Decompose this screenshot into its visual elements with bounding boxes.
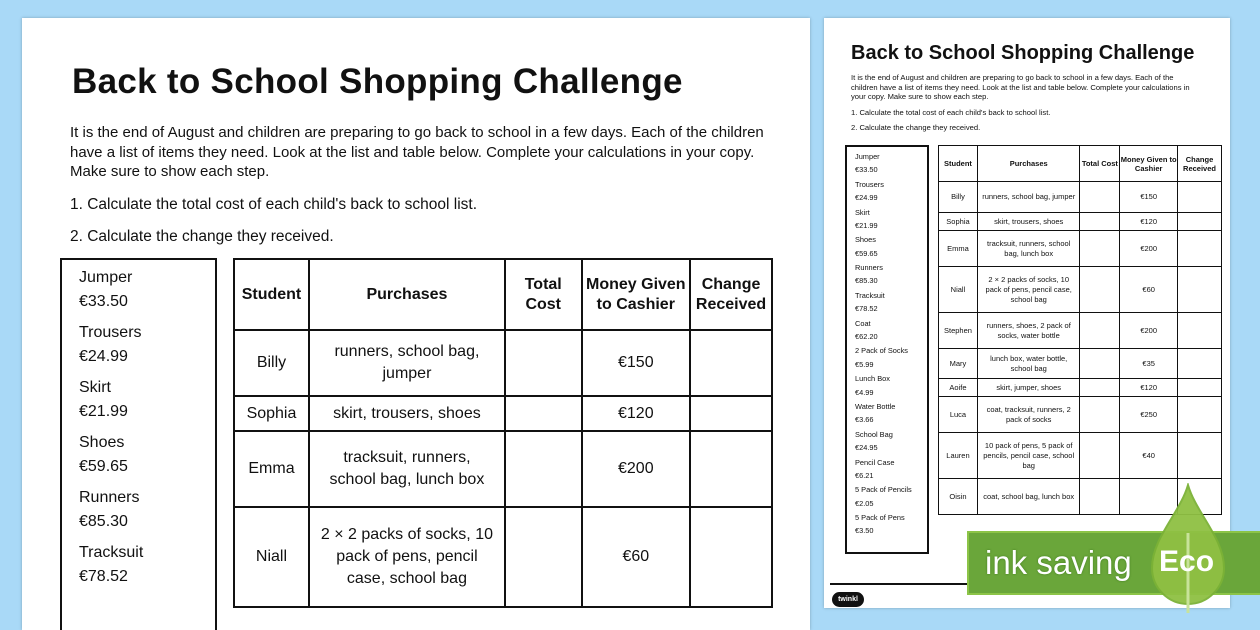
price-list-item — [855, 178, 927, 205]
cell-purchases: 10 pack of pens, 5 pack of pencils, pencil case, school bag — [977, 433, 1080, 479]
cell-purchases: coat, tracksuit, runners, 2 pack of socks — [977, 397, 1080, 433]
cell-student: Emma — [234, 431, 309, 507]
cell-purchases: skirt, trousers, shoes — [309, 396, 505, 431]
cell-change — [690, 396, 772, 431]
item-name: 5 Pack of Pencils — [855, 485, 912, 495]
cell-change — [690, 330, 772, 396]
item-price: €24.99 — [855, 193, 878, 203]
cell-change — [1178, 349, 1222, 379]
cell-purchases: 2 × 2 packs of socks, 10 pack of pens, pencil case, school bag — [977, 267, 1080, 313]
item-name: Skirt — [855, 207, 870, 217]
question-1: 1. Calculate the total cost of each child's back to school list. — [851, 107, 1051, 117]
cell-money: €200 — [1120, 231, 1178, 267]
cell-money: €250 — [1120, 397, 1178, 433]
cell-student: Aoife — [939, 379, 978, 397]
cell-total — [1080, 479, 1120, 515]
cell-purchases: lunch box, water bottle, school bag — [977, 349, 1080, 379]
cell-money: €60 — [1120, 267, 1178, 313]
item-name: Jumper — [79, 269, 133, 286]
table-row — [939, 379, 1222, 397]
cell-change — [1178, 182, 1222, 213]
cell-student: Emma — [939, 231, 978, 267]
item-price: €78.52 — [79, 568, 128, 585]
item-price: €78.52 — [855, 304, 878, 314]
column-header: Purchases — [977, 146, 1080, 182]
table-row — [939, 231, 1222, 267]
shopping-table — [938, 145, 1222, 515]
shopping-table — [233, 258, 773, 608]
price-list-item — [79, 431, 215, 479]
item-price: €6.21 — [855, 470, 874, 480]
cell-total — [505, 431, 582, 507]
cell-purchases: tracksuit, runners, school bag, lunch box — [309, 431, 505, 507]
cell-student: Billy — [234, 330, 309, 396]
item-price: €85.30 — [855, 276, 878, 286]
cell-money: €40 — [1120, 433, 1178, 479]
cell-total — [1080, 182, 1120, 213]
cell-total — [1080, 267, 1120, 313]
price-list-item — [79, 376, 215, 424]
item-name: Trousers — [79, 324, 142, 341]
cell-purchases: coat, school bag, lunch box — [977, 479, 1080, 515]
cell-total — [1080, 349, 1120, 379]
cell-change — [1178, 313, 1222, 349]
item-price: €24.95 — [855, 443, 878, 453]
question-2: 2. Calculate the change they received. — [70, 227, 334, 245]
cell-money: €120 — [1120, 379, 1178, 397]
item-price: €24.99 — [79, 348, 128, 365]
item-name: School Bag — [855, 429, 893, 439]
table-row — [939, 349, 1222, 379]
cell-change — [1178, 267, 1222, 313]
cell-total — [1080, 433, 1120, 479]
cell-student: Mary — [939, 349, 978, 379]
cell-purchases: runners, school bag, jumper — [977, 182, 1080, 213]
price-list-item — [79, 486, 215, 534]
intro-text: It is the end of August and children are preparing to go back to school in a few days. Each of the children have a list of items they need. Look at the list and table below. Complete your calculations in your copy. Make sure to show each step. — [851, 73, 1190, 102]
column-header: Purchases — [309, 259, 505, 330]
twinkl-logo: twinkl — [832, 592, 864, 607]
price-list-item — [855, 233, 927, 260]
table-row — [939, 267, 1222, 313]
table-row — [939, 213, 1222, 231]
item-price: €85.30 — [79, 513, 128, 530]
cell-student: Lauren — [939, 433, 978, 479]
table-row — [234, 396, 772, 431]
cell-student: Niall — [234, 507, 309, 607]
cell-change — [690, 507, 772, 607]
cell-total — [505, 396, 582, 431]
cell-student: Billy — [939, 182, 978, 213]
price-list-item — [79, 541, 215, 589]
cell-change — [690, 431, 772, 507]
table-row — [939, 182, 1222, 213]
cell-money: €120 — [1120, 213, 1178, 231]
cell-total — [1080, 213, 1120, 231]
cell-purchases: runners, school bag, jumper — [309, 330, 505, 396]
instructions — [70, 123, 782, 246]
column-header: Change Received — [690, 259, 772, 330]
price-list-item — [855, 428, 927, 455]
price-list-item — [855, 317, 927, 344]
item-price: €59.65 — [855, 248, 878, 258]
instructions — [851, 73, 1196, 132]
item-price: €59.65 — [79, 458, 128, 475]
price-list-item — [855, 289, 927, 316]
cell-purchases: skirt, jumper, shoes — [977, 379, 1080, 397]
cell-student: Niall — [939, 267, 978, 313]
cell-total — [1080, 231, 1120, 267]
item-price: €21.99 — [79, 403, 128, 420]
item-price: €2.05 — [855, 498, 874, 508]
item-name: Tracksuit — [79, 544, 144, 561]
item-price: €21.99 — [855, 220, 878, 230]
column-header: Change Received — [1178, 146, 1222, 182]
item-name: Trousers — [855, 179, 884, 189]
column-header: Student — [939, 146, 978, 182]
price-list-item — [855, 206, 927, 233]
cell-money: €60 — [582, 507, 691, 607]
cell-money: €150 — [1120, 182, 1178, 213]
cell-student: Oisin — [939, 479, 978, 515]
cell-total — [505, 330, 582, 396]
cell-money: €150 — [582, 330, 691, 396]
column-header: Money Given to Cashier — [582, 259, 691, 330]
price-list — [845, 145, 929, 554]
table-row — [234, 507, 772, 607]
cell-change — [1178, 397, 1222, 433]
table-row — [234, 431, 772, 507]
item-name: Shoes — [79, 434, 125, 451]
cell-student: Sophia — [939, 213, 978, 231]
price-list-item — [855, 511, 927, 538]
cell-purchases: skirt, trousers, shoes — [977, 213, 1080, 231]
cell-total — [505, 507, 582, 607]
price-list-item — [855, 456, 927, 483]
item-name: 2 Pack of Socks — [855, 346, 908, 356]
cell-money: €120 — [582, 396, 691, 431]
column-header: Total Cost — [505, 259, 582, 330]
cell-total — [1080, 379, 1120, 397]
column-header: Total Cost — [1080, 146, 1120, 182]
cell-change — [1178, 379, 1222, 397]
ink-saving-label: ink saving — [985, 544, 1132, 581]
item-name: Skirt — [79, 379, 111, 396]
question-1: 1. Calculate the total cost of each child's back to school list. — [70, 195, 478, 213]
cell-student: Stephen — [939, 313, 978, 349]
item-name: Shoes — [855, 235, 876, 245]
eco-label: Eco — [1159, 545, 1215, 578]
question-2: 2. Calculate the change they received. — [851, 122, 981, 132]
cell-change — [1178, 213, 1222, 231]
table-row — [234, 330, 772, 396]
item-name: Water Bottle — [855, 402, 896, 412]
item-name: Jumper — [855, 152, 880, 161]
item-price: €62.20 — [855, 331, 878, 341]
price-list-item — [855, 344, 927, 371]
item-name: 5 Pack of Pens — [855, 513, 905, 523]
price-list-item — [79, 321, 215, 369]
intro-text: It is the end of August and children are preparing to go back to school in a few days. Each of the children have a list of items they need. Look at the list and table below. Complete your calculations in your copy. Make sure to show each step. — [70, 124, 764, 180]
item-price: €3.66 — [855, 415, 874, 425]
item-name: Lunch Box — [855, 374, 890, 384]
item-price: €3.50 — [855, 526, 874, 536]
column-header: Money Given to Cashier — [1120, 146, 1178, 182]
cell-student: Sophia — [234, 396, 309, 431]
page-title: Back to School Shopping Challenge — [72, 62, 683, 101]
item-name: Runners — [79, 489, 140, 506]
price-list-item — [79, 266, 215, 314]
item-name: Pencil Case — [855, 457, 895, 467]
item-price: €5.99 — [855, 359, 874, 369]
table-row — [939, 397, 1222, 433]
price-list-item — [855, 400, 927, 427]
cell-money: €35 — [1120, 349, 1178, 379]
cell-money: €200 — [1120, 313, 1178, 349]
cell-purchases: runners, shoes, 2 pack of socks, water bottle — [977, 313, 1080, 349]
cell-total — [1080, 397, 1120, 433]
item-name: Runners — [855, 263, 883, 273]
cell-purchases: 2 × 2 packs of socks, 10 pack of pens, pencil case, school bag — [309, 507, 505, 607]
item-price: €33.50 — [79, 293, 128, 310]
table-row — [939, 433, 1222, 479]
cell-change — [1178, 231, 1222, 267]
page-title: Back to School Shopping Challenge — [851, 42, 1195, 64]
price-list-item — [855, 483, 927, 510]
price-list-item — [855, 372, 927, 399]
item-name: Tracksuit — [855, 290, 885, 300]
price-list-item — [855, 261, 927, 288]
cell-money: €200 — [582, 431, 691, 507]
cell-purchases: tracksuit, runners, school bag, lunch box — [977, 231, 1080, 267]
worksheet-preview-large — [22, 18, 810, 630]
price-list — [60, 258, 217, 630]
item-name: Coat — [855, 318, 871, 328]
price-list-item — [855, 150, 927, 177]
cell-student: Luca — [939, 397, 978, 433]
item-price: €33.50 — [855, 165, 878, 175]
cell-total — [1080, 313, 1120, 349]
item-price: €4.99 — [855, 387, 874, 397]
table-header-row — [234, 259, 772, 330]
cell-change — [1178, 433, 1222, 479]
table-row — [939, 313, 1222, 349]
table-header-row — [939, 146, 1222, 182]
column-header: Student — [234, 259, 309, 330]
